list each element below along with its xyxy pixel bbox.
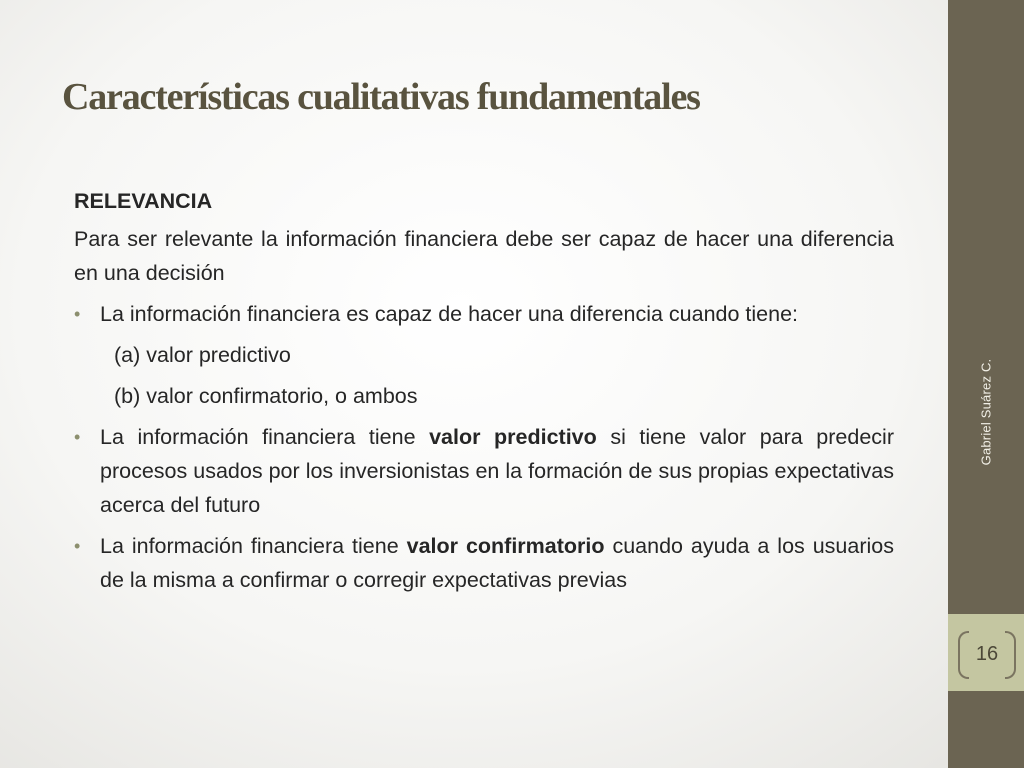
bullet-bold-term: valor predictivo xyxy=(429,425,597,449)
bullet-text-end: cuando ayuda a los usuarios de la misma a confirmar o corregir expectativas previas xyxy=(100,534,894,592)
section-heading: RELEVANCIA xyxy=(74,189,213,213)
bullet-item-3 xyxy=(74,529,894,597)
bullet-text-end: si tiene valor para predecir procesos usados por los inversionistas en la formación de sus propias expectativas acerca del futuro xyxy=(100,425,894,517)
bullet-text: La información financiera es capaz de hacer una diferencia cuando tiene: xyxy=(100,302,799,326)
bullet-item-1 xyxy=(74,297,894,331)
slide-title: Características cualitativas fundamentales xyxy=(62,76,700,118)
bullet-icon: • xyxy=(74,427,81,447)
bullet-icon: • xyxy=(74,536,81,556)
page-number-badge xyxy=(958,631,1016,677)
bullet-item-2 xyxy=(74,420,894,522)
intro-paragraph: Para ser relevante la información financiera debe ser capaz de hacer una diferencia en una decisión xyxy=(74,227,894,285)
sub-item-a: (a) valor predictivo xyxy=(114,343,291,367)
bullet-text-start: La información financiera tiene xyxy=(100,534,407,558)
bullet-text-start: La información financiera tiene xyxy=(100,425,430,449)
slide-content xyxy=(74,184,894,604)
sub-item-b: (b) valor confirmatorio, o ambos xyxy=(114,384,418,408)
bullet-bold-term: valor confirmatorio xyxy=(406,534,605,558)
page-number: 16 xyxy=(975,643,999,665)
bullet-icon: • xyxy=(74,304,81,324)
author-label: Gabriel Suárez C. xyxy=(978,358,994,466)
